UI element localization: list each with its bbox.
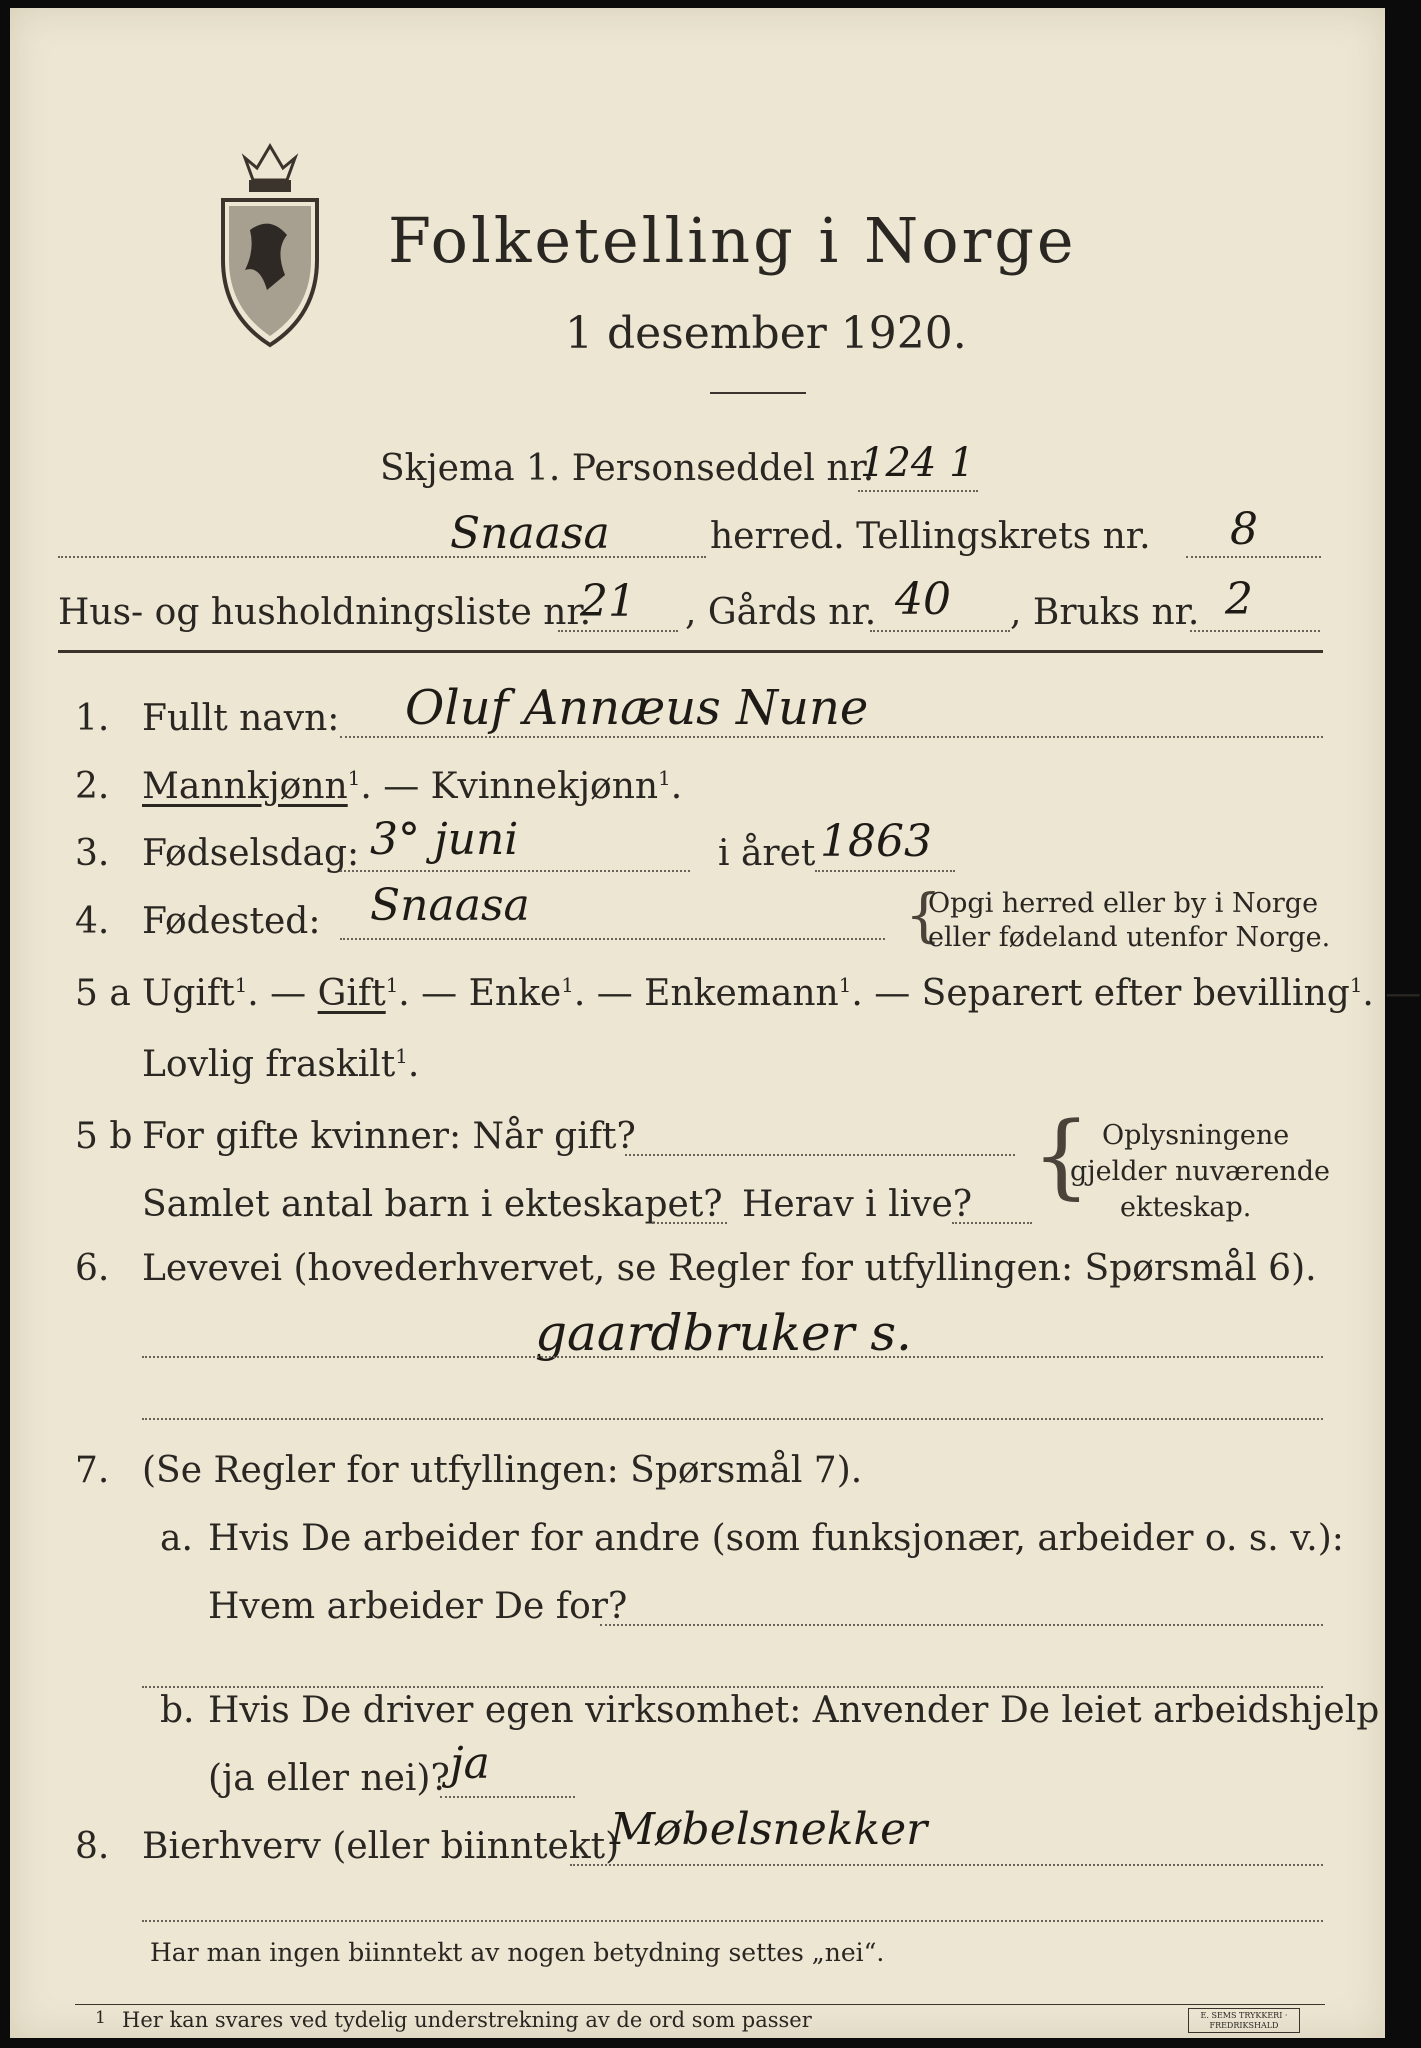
q7b-label: Hvis De driver egen virksomhet: Anvender De leiet arbeidshjelp (208, 1690, 1380, 1731)
gards-nr-value[interactable]: 40 (895, 574, 951, 625)
q7-number: 7. (75, 1450, 110, 1491)
option-ugift[interactable]: Ugift (142, 973, 235, 1014)
option-enke[interactable]: Enke (468, 973, 562, 1014)
q1-label: Fullt navn: (142, 698, 340, 739)
hus-label: Hus- og husholdningsliste nr. (58, 592, 592, 633)
bruks-label: , Bruks nr. (1010, 592, 1200, 633)
q5a-number: 5 a (75, 973, 131, 1014)
q4-line (340, 938, 885, 940)
q3-label: Fødselsdag: (142, 833, 360, 874)
q7b-number: b. (160, 1690, 195, 1731)
q7a-employer-line (600, 1624, 1323, 1626)
tellingskrets-line (1186, 556, 1321, 558)
herred-value[interactable]: Snaasa (450, 508, 610, 559)
q5b-label-when-married: For gifte kvinner: Når gift? (142, 1116, 636, 1157)
birth-day-value[interactable]: 3° juni (370, 814, 519, 865)
q6-label: Levevei (hovederhvervet, se Regler for utfyllingen: Spørsmål 6). (142, 1248, 1317, 1289)
personseddel-line (858, 490, 978, 492)
herred-label: herred. Tellingskrets nr. (710, 516, 1151, 557)
q5b-label-alive: Herav i live? (742, 1184, 973, 1225)
q5b-number: 5 b (75, 1116, 133, 1157)
occupation-value[interactable]: gaardbruker s. (535, 1304, 912, 1362)
option-enkemann[interactable]: Enkemann (644, 973, 839, 1014)
option-gift[interactable]: Gift (317, 973, 386, 1014)
header-divider (58, 650, 1323, 653)
q5a-marital-options: Ugift$^1$. — Gift$^1$. — Enke$^1$. — Enkemann$^1$. — Separert efter bevilling$^1$. — (142, 973, 1421, 1014)
q3-number: 3. (75, 833, 110, 874)
q3-line (340, 870, 690, 872)
census-form-sheet (10, 8, 1421, 2038)
q5b-note-line1: Oplysningene (1102, 1120, 1290, 1151)
form-title: Folketelling i Norge (388, 204, 1077, 277)
q8-line2 (142, 1920, 1323, 1922)
q4-number: 4. (75, 901, 110, 942)
q7a-label-employer: Hvem arbeider De for? (208, 1586, 628, 1627)
q5a-marital-options-line2: Lovlig fraskilt$^1$. (142, 1044, 420, 1085)
q8-label: Bierhverv (eller biinntekt) (142, 1826, 620, 1867)
q3-year-line (815, 870, 955, 872)
q1-number: 1. (75, 698, 110, 739)
q7a-label: Hvis De arbeider for andre (som funksjonær, arbeider o. s. v.): (208, 1518, 1344, 1559)
q5b-note-line2: gjelder nuværende (1070, 1156, 1330, 1187)
birth-year-value[interactable]: 1863 (820, 816, 932, 867)
bruks-line (1190, 630, 1320, 632)
q4-note-line2: eller fødeland utenfor Norge. (928, 922, 1331, 953)
q8-number: 8. (75, 1826, 110, 1867)
form-date: 1 desember 1920. (565, 308, 967, 359)
q5b-label-children: Samlet antal barn i ekteskapet? (142, 1184, 723, 1225)
printer-stamp: E. SEMS TRYKKERI · FREDRIKSHALD (1188, 2008, 1300, 2033)
footnote-text: Her kan svares ved tydelig understrekning av de ord som passer (122, 2008, 812, 2032)
q5b-note-line3: ekteskap. (1120, 1192, 1252, 1223)
q7a-number: a. (160, 1518, 193, 1559)
option-separert[interactable]: Separert efter bevilling (921, 973, 1350, 1014)
q7b-answer-line (440, 1796, 575, 1798)
hired-help-value[interactable]: ja (450, 1738, 490, 1789)
q7a-line2 (142, 1686, 1323, 1688)
title-divider (710, 392, 806, 394)
skjema-label: Skjema 1. Personseddel nr. (380, 448, 875, 489)
coat-of-arms-icon (215, 140, 325, 350)
q5b-alive-line (952, 1222, 1032, 1224)
footnote-mark: 1 (95, 2008, 106, 2028)
gards-line (870, 630, 1010, 632)
birthplace-value[interactable]: Snaasa (370, 880, 530, 931)
q2-sex-options: Mannkjønn$^1$. — Kvinnekjønn$^1$. (142, 766, 683, 807)
q7b-label2: (ja eller nei)? (208, 1758, 450, 1799)
personseddel-nr-value[interactable]: 124 1 (860, 440, 975, 486)
q1-line (340, 736, 1323, 738)
q7-label: (Se Regler for utfyllingen: Spørsmål 7). (142, 1450, 863, 1491)
q5b-when-line (625, 1154, 1015, 1156)
q4-label: Fødested: (142, 901, 321, 942)
hus-nr-value[interactable]: 21 (580, 576, 636, 627)
hus-line (558, 630, 678, 632)
q4-note-line1: Opgi herred eller by i Norge (928, 888, 1319, 919)
option-kvinnekjonn[interactable]: Kvinnekjønn (430, 766, 659, 807)
bruks-nr-value[interactable]: 2 (1225, 574, 1253, 625)
q6-line1 (142, 1356, 1323, 1358)
tellingskrets-nr-value[interactable]: 8 (1230, 504, 1258, 555)
q5b-children-line (652, 1222, 727, 1224)
option-lovlig-fraskilt[interactable]: Lovlig fraskilt (142, 1044, 396, 1085)
option-mannkjonn[interactable]: Mannkjønn (142, 766, 348, 807)
footer-note: Har man ingen biinntekt av nogen betydning settes „nei“. (150, 1938, 885, 1967)
q6-line2 (142, 1418, 1323, 1420)
footer-divider (75, 2004, 1325, 2005)
q5b-note-brace: { (1032, 1102, 1091, 1209)
gards-label: , Gårds nr. (685, 592, 877, 633)
q2-number: 2. (75, 766, 110, 807)
q8-line (570, 1864, 1323, 1866)
side-occupation-value[interactable]: Møbelsnekker (610, 1804, 928, 1855)
q4-note-brace: { (905, 881, 942, 949)
full-name-value[interactable]: Oluf Annæus Nune (405, 680, 869, 736)
q3-year-label: i året (718, 833, 816, 874)
q6-number: 6. (75, 1248, 110, 1289)
